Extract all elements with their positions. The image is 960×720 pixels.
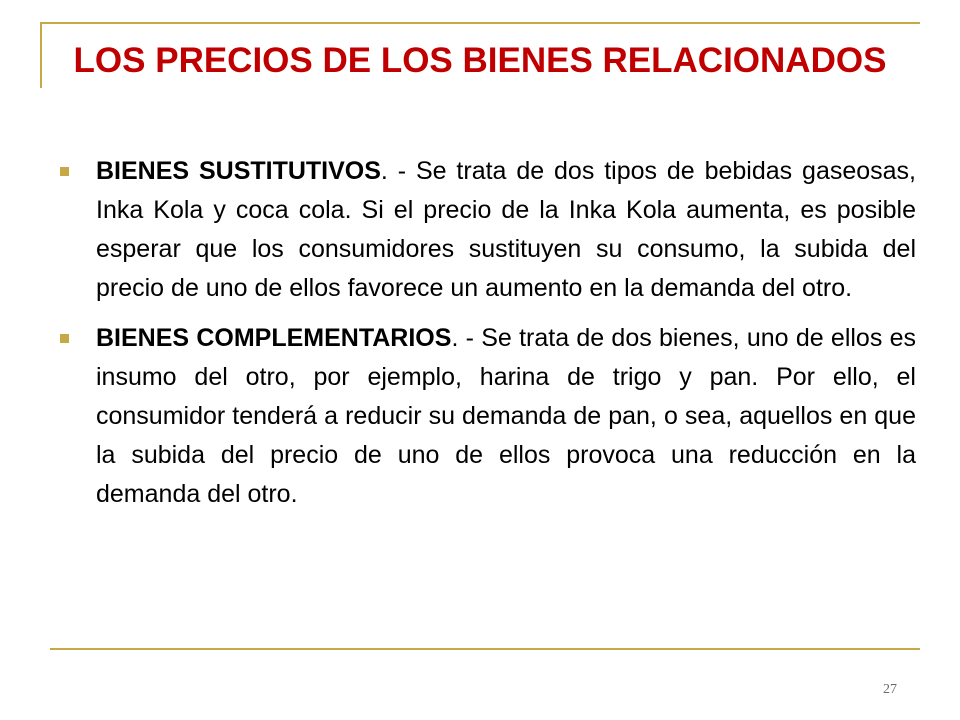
bullet-text: . - Se trata de dos tipos de bebidas gaseosas, Inka Kola y coca cola. Si el precio de la Inka Kola aumenta, es posible esperar que los consumidores sustituyen su consumo, la subida del precio de uno de ellos favorece un aumento en la demanda del otro.	[96, 157, 917, 302]
bullet-heading: BIENES COMPLEMENTARIOS	[96, 324, 452, 352]
square-bullet-icon	[60, 334, 69, 343]
square-bullet-icon	[60, 167, 69, 176]
bullet-item-sustitutivos	[60, 152, 916, 308]
title-top-rule	[40, 22, 920, 24]
bullet-text: . - Se trata de dos bienes, uno de ellos es insumo del otro, por ejemplo, harina de trigo y pan. Por ello, el consumidor tenderá a reducir su demanda de pan, o sea, aquellos en que la subida del precio de uno de ellos provoca una reducción en la demanda del otro.	[96, 324, 916, 508]
slide-content	[60, 152, 916, 525]
bullet-item-complementarios	[60, 319, 916, 514]
slide-title: LOS PRECIOS DE LOS BIENES RELACIONADOS	[73, 41, 887, 80]
page-number: 27	[883, 682, 897, 697]
bullet-heading: BIENES SUSTITUTIVOS	[96, 157, 381, 185]
title-left-rule	[40, 22, 42, 88]
footer-rule	[50, 648, 920, 650]
